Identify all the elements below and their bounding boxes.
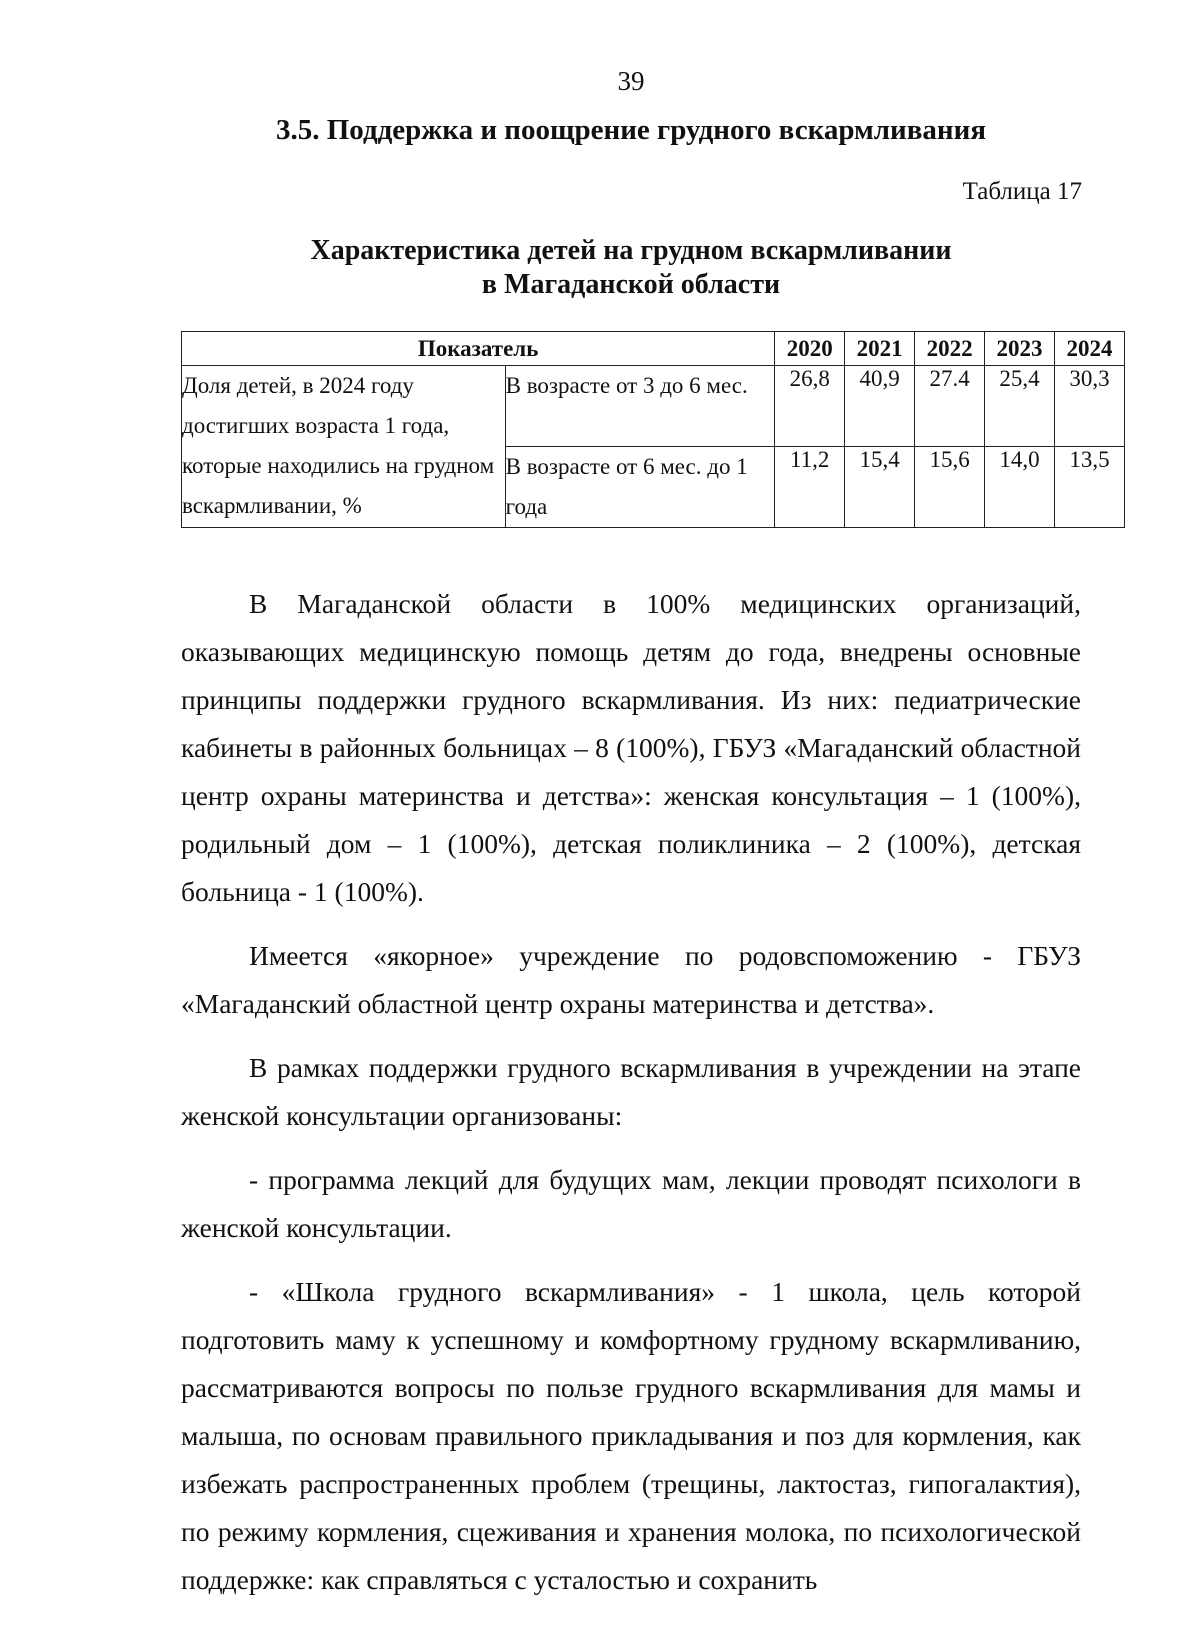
table-cell: 15,4: [845, 447, 915, 528]
table-cell: 27.4: [915, 366, 985, 447]
table-cell: 26,8: [775, 366, 845, 447]
table-cell: 13,5: [1054, 447, 1124, 528]
paragraph: В Магаданской области в 100% медицинских организаций, оказывающих медицинскую помощь детям до года, внедрены основные принципы поддержки грудного вскармливания. Из них: педиатрические кабинеты в районных больницах – 8 (100%), ГБУЗ «Магаданский областной центр охраны материнства и детства»: женская консультация – 1 (100%), родильный дом – 1 (100%), детская поликлиника – 2 (100%), детская больница - 1 (100%).: [181, 588, 1081, 907]
table-cell: 25,4: [985, 366, 1055, 447]
table-cell: 40,9: [845, 366, 915, 447]
header-year: 2024: [1054, 332, 1124, 366]
table-cell: 30,3: [1054, 366, 1124, 447]
breastfeeding-table: [181, 331, 1125, 528]
table-cell: 11,2: [775, 447, 845, 528]
row-label: В возрасте от 6 мес. до 1 года: [505, 447, 775, 528]
table-cell: 15,6: [915, 447, 985, 528]
table-cell: 14,0: [985, 447, 1055, 528]
body-text: [181, 580, 1081, 1620]
table-caption: Таблица 17: [962, 178, 1082, 205]
list-item: - «Школа грудного вскармливания» - 1 школа, цель которой подготовить маму к успешному и комфортному грудному вскармливанию, рассматриваются вопросы по пользе грудного вскармливания для мамы и малыша, по основам правильного прикладывания и поз для кормления, как избежать распространенных проблем (трещины, лактостаз, гипогалактия), по режиму кормления, сцеживания и хранения молока, по психологической поддержке: как справляться с усталостью и сохранить: [181, 1276, 1081, 1595]
group-label: Доля детей, в 2024 году достигших возраста 1 года, которые находились на грудном вскармливании, %: [182, 366, 506, 528]
header-indicator: Показатель: [182, 332, 775, 366]
page-number: 39: [617, 66, 645, 96]
header-year: 2023: [985, 332, 1055, 366]
table-header-row: [182, 332, 1125, 366]
table-title-line-1: Характеристика детей на грудном вскармливании: [310, 235, 952, 266]
list-item: - программа лекций для будущих мам, лекции проводят психологи в женской консультации.: [181, 1164, 1081, 1243]
header-year: 2020: [775, 332, 845, 366]
paragraph: Имеется «якорное» учреждение по родовспоможению - ГБУЗ «Магаданский областной центр охраны материнства и детства».: [181, 940, 1081, 1019]
paragraph: В рамках поддержки грудного вскармливания в учреждении на этапе женской консультации организованы:: [181, 1052, 1081, 1131]
row-label: В возрасте от 3 до 6 мес.: [505, 366, 775, 447]
header-year: 2021: [845, 332, 915, 366]
table-title: [0, 234, 1200, 302]
table-row: [182, 366, 1125, 447]
section-title: 3.5. Поддержка и поощрение грудного вскармливания: [275, 114, 987, 146]
table-title-line-2: в Магаданской области: [481, 269, 781, 300]
header-year: 2022: [915, 332, 985, 366]
